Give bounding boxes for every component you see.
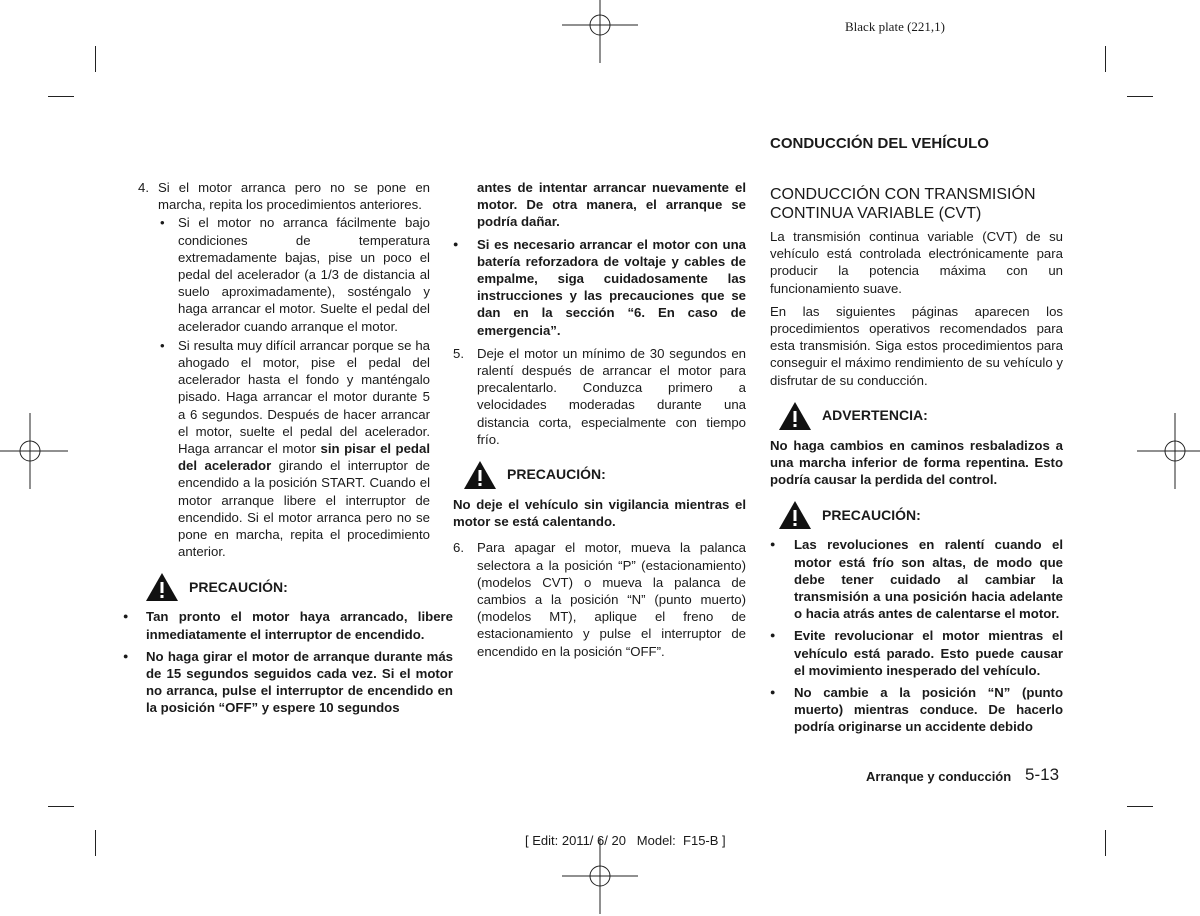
footer-section-name: Arranque y conducción [866, 769, 1012, 784]
section-title: CONDUCCIÓN DEL VEHÍCULO [770, 135, 989, 152]
caution-text: No cambie a la posición “N” (punto muerto) mientras conduce. De hacerlo podría originarse un accidente debido [794, 685, 1063, 735]
bullet-icon: ● [770, 539, 776, 550]
caution-text: Las revoluciones en ralentí cuando el motor está frío son altas, de modo que debe tener cuidado al cambiar la transmisión a una posición hacia adelante o hacia atrás antes de calentarse el motor. [794, 537, 1063, 622]
caution-title: PRECAUCIÓN: [507, 466, 606, 483]
numbered-item-5 [453, 345, 746, 448]
bullet-icon: • [160, 337, 165, 353]
list-item [123, 608, 453, 642]
numbered-item-6 [453, 539, 746, 659]
item-text: Para apagar el motor, mueva la palanca selectora a la posición “P” (estacionamiento) (modelos CVT) o mueva la palanca de cambios a la posición “N” (punto muerto) (modelos MT), aplique el freno de estacionamiento y pulse el interruptor de encendido en la posición “OFF”. [477, 540, 746, 659]
list-item [138, 214, 430, 334]
bullet-icon: • [160, 215, 165, 231]
bullet-icon: ● [123, 611, 129, 622]
item-text: Si el motor arranca pero no se pone en marcha, repita los procedimientos anteriores. [158, 180, 430, 213]
warning-heading [770, 401, 1063, 431]
list-item [770, 536, 1063, 622]
warning-text: No haga cambios en caminos resbaladizos a una marcha inferior de forma repentina. Esto podría causar la perdida del control. [770, 437, 1063, 488]
bullet-text: Si el motor no arranca fácilmente bajo condiciones de temperatura extremadamente bajas, pise un poco el pedal del acelerador (a 1/3 de distancia al suelo aproximadamente), sosténgalo y haga arrancar el motor. Suelte el pedal del acelerador cuando arranque el motor. [178, 215, 430, 334]
caution-text-block [453, 496, 746, 530]
caution-text: Tan pronto el motor haya arrancado, libere inmediatamente el interruptor de encendido. [146, 609, 453, 642]
warning-triangle-icon [778, 401, 812, 431]
continued-text [453, 179, 746, 231]
caution-heading [138, 572, 430, 602]
crop-mark [1127, 96, 1153, 97]
crop-mark [48, 96, 74, 97]
crop-mark [1105, 830, 1106, 856]
column-left [123, 179, 453, 717]
item-number: 6. [453, 540, 464, 556]
crop-mark [48, 806, 74, 807]
warning-triangle-icon [463, 460, 497, 490]
list-item [123, 648, 453, 717]
caution-heading [453, 460, 746, 490]
item-number: 5. [453, 345, 464, 361]
registration-mark-icon [560, 836, 640, 916]
edit-info: [ Edit: 2011/ 6/ 20 Model: F15-B ] [525, 833, 726, 848]
numbered-item-4 [138, 179, 430, 213]
caution-heading [770, 500, 1063, 530]
registration-mark-icon [0, 411, 70, 491]
bullet-text: Si resulta muy difícil arrancar porque se ha ahogado el motor, pise el pedal del acelerador hasta el fondo y manténgalo pisado. Haga arrancar el motor durante 5 a 6 segundos. Después de hacer arrancar el motor, suelte el pedal del acelerador. Haga arrancar el motor [178, 337, 430, 457]
crop-mark [95, 46, 96, 72]
registration-mark-icon [1135, 411, 1200, 491]
bullet-bold-text: sin pisar el pedal del acelerador [178, 441, 430, 474]
page-number: 5-13 [1025, 765, 1060, 784]
paragraph: La transmisión continua variable (CVT) de su vehículo está controlada electrónicamente para producir la potencia máxima con un funcionamiento suave. [770, 229, 1063, 296]
list-item [453, 236, 746, 339]
continued-text-body: antes de intentar arrancar nuevamente el motor. De otra manera, el arranque se podría dañar. [477, 180, 746, 230]
crop-mark [95, 830, 96, 856]
registration-mark-icon [560, 0, 640, 65]
caution-text: Evite revolucionar el motor mientras el vehículo está parado. Esto puede causar el movimiento inesperado del vehículo. [794, 628, 1063, 678]
list-item [770, 627, 1063, 679]
plate-label: Black plate (221,1) [845, 19, 945, 34]
bullet-text: girando el interruptor de encendido a la posición START. Cuando el motor arranque libere el interruptor de encendido. Si el motor arranca pero no se pone en marcha, repita el procedimiento anterior. [178, 458, 430, 560]
bullet-icon: ● [770, 687, 776, 698]
column-right [770, 134, 1063, 736]
bullet-icon: ● [453, 238, 459, 249]
warning-triangle-icon [778, 500, 812, 530]
caution-title: PRECAUCIÓN: [822, 506, 921, 523]
bullet-icon: ● [123, 650, 129, 661]
paragraph: En las siguientes páginas aparecen los procedimientos operativos recomendados para esta transmisión. Siga estos procedimientos para conseguir el máximo rendimiento de su vehículo y disfrutar de su conducción. [770, 303, 1063, 388]
warning-triangle-icon [145, 572, 179, 602]
bullet-text: Si es necesario arrancar el motor con una batería reforzadora de voltaje y cables de empalme, siga cuidadosamente las instrucciones y las precauciones que se dan en la sección “6. En caso de emergencia”. [477, 236, 746, 338]
list-item [138, 337, 430, 561]
item-number: 4. [138, 180, 149, 195]
caution-title: PRECAUCIÓN: [189, 578, 288, 595]
bullet-icon: ● [770, 630, 776, 641]
item-text: Deje el motor un mínimo de 30 segundos en ralentí después de arrancar el motor para precalentarlo. Conduzca primero a velocidades moderadas durante una distancia corta, especialmente con tiempo frío. [477, 345, 746, 447]
warning-title: ADVERTENCIA: [822, 407, 928, 424]
list-item [770, 684, 1063, 736]
subsection-title: CONDUCCIÓN CON TRANSMISIÓN CONTINUA VARIABLE (CVT) [770, 186, 1036, 222]
column-middle [453, 179, 746, 660]
caution-text: No deje el vehículo sin vigilancia mientras el motor se está calentando. [453, 497, 746, 530]
crop-mark [1105, 46, 1106, 72]
caution-text: No haga girar el motor de arranque durante más de 15 segundos seguidos cada vez. Si el motor no arranca, pulse el interruptor de encendido en la posición “OFF” y espere 10 segundos [146, 648, 453, 716]
crop-mark [1127, 806, 1153, 807]
